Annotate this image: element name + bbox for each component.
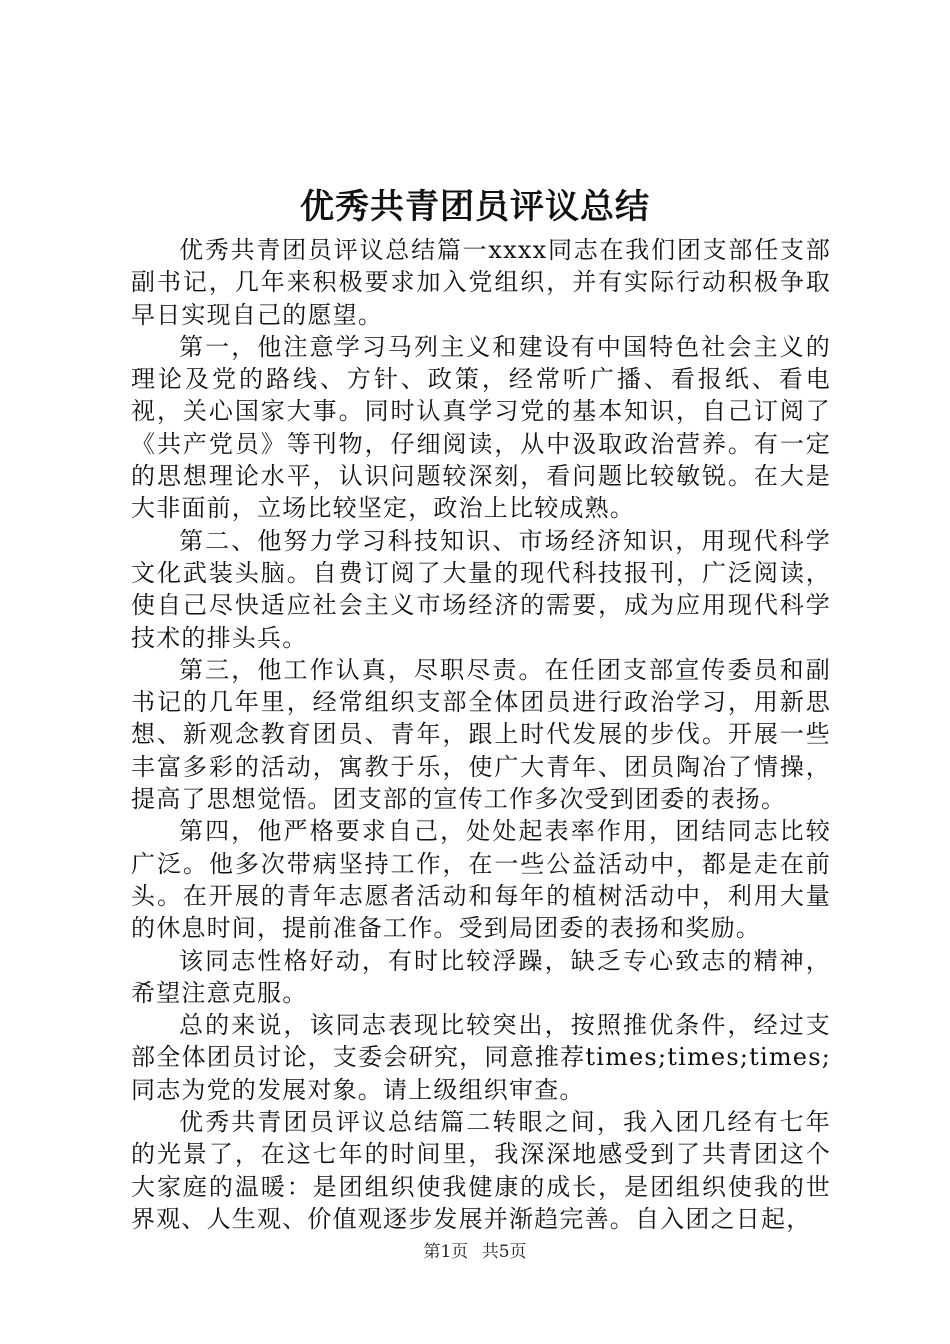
paragraph: 第四，他严格要求自己，处处起表率作用，团结同志比较广泛。他多次带病坚持工作，在一些公益活动中，都是走在前头。在开展的青年志愿者活动和每年的植树活动中，利用大量的休息时间，提前准备工作。受到局团委的表扬和奖励。 — [131, 817, 831, 943]
paragraph: 优秀共青团员评议总结篇二转眼之间，我入团几经有七年的光景了，在这七年的时间里，我深深地感受到了共青团这个大家庭的温暖：是团组织使我健康的成长，是团组织使我的世界观、人生观、价值观逐步发展并渐趋完善。自入团之日起， — [131, 1108, 831, 1233]
page-total: 共5页 — [481, 1242, 527, 1262]
paragraph: 优秀共青团员评议总结篇一xxxx同志在我们团支部任支部副书记，几年来积极要求加入党组织，并有实际行动积极争取早日实现自己的愿望。 — [131, 236, 831, 329]
document-title: 优秀共青团员评议总结 — [300, 187, 650, 227]
paragraph: 第三，他工作认真，尽职尽责。在任团支部宣传委员和副书记的几年里，经常组织支部全体团员进行政治学习，用新思想、新观念教育团员、青年，跟上时代发展的步伐。开展一些丰富多彩的活动，寓教于乐，使广大青年、团员陶冶了情操，提高了思想觉悟。团支部的宣传工作多次受到团委的表扬。 — [131, 655, 831, 814]
paragraph: 该同志性格好动，有时比较浮躁，缺乏专心致志的精神，希望注意克服。 — [131, 946, 831, 1007]
document-body — [131, 234, 831, 1235]
paragraph: 第二、他努力学习科技知识、市场经济知识，用现代科学文化武装头脑。自费订阅了大量的现代科技报刊，广泛阅读，使自己尽快适应社会主义市场经济的需要，成为应用现代科学技术的排头兵。 — [131, 526, 831, 652]
page-footer — [0, 1240, 950, 1264]
paragraph: 总的来说，该同志表现比较突出，按照推优条件，经过支部全体团员讨论，支委会研究，同意推荐times;times;times;同志为党的发展对象。请上级组织审查。 — [131, 1011, 831, 1104]
page-number: 第1页 — [423, 1242, 469, 1262]
paragraph: 第一，他注意学习马列主义和建设有中国特色社会主义的理论及党的路线、方针、政策，经常听广播、看报纸、看电视，关心国家大事。同时认真学习党的基本知识，自己订阅了《共产党员》等刊物，仔细阅读，从中汲取政治营养。有一定的思想理论水平，认识问题较深刻，看问题比较敏锐。在大是大非面前，立场比较坚定，政治上比较成熟。 — [131, 332, 831, 523]
